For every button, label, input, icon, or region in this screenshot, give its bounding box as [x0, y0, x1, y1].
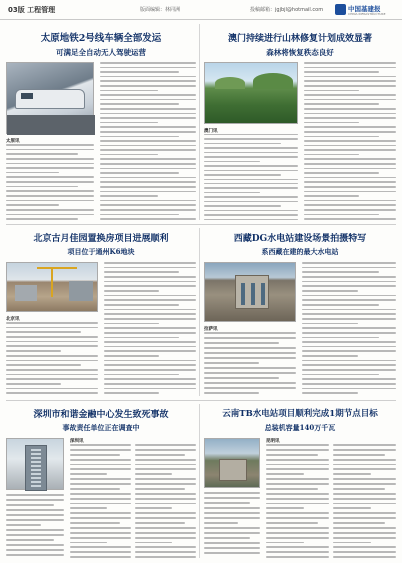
article-body-below-photo	[6, 494, 64, 558]
page-header	[0, 0, 402, 20]
article-body-right	[104, 262, 196, 394]
editor-credit: 版面编辑：林同洲	[140, 7, 181, 13]
article-body	[6, 322, 98, 394]
logo-subtitle: CHINA INFRASTRUCTURE	[348, 12, 386, 16]
article-subtitle: 项目位于通州K6地块	[67, 247, 135, 256]
article-dateline: 北京讯	[6, 317, 20, 322]
article-subtitle: 事故责任单位正在调查中	[62, 423, 140, 432]
article-dateline: 深圳讯	[70, 439, 84, 444]
article-body	[266, 444, 396, 558]
article-title: 深圳市和谐金融中心发生致死事故	[33, 410, 169, 420]
article-body	[204, 134, 298, 220]
article-tibet	[204, 228, 396, 396]
forest-photo	[204, 62, 298, 124]
article-subtitle: 可满足全自动无人驾驶运营	[56, 48, 146, 57]
article-title: 澳门持续进行山林修复计划成效显著	[227, 34, 372, 44]
column-divider	[199, 404, 200, 558]
article-shenzhen	[6, 404, 196, 558]
column-divider	[199, 24, 200, 220]
article-body-right	[302, 262, 396, 394]
article-body-right	[304, 62, 396, 220]
article-dateline: 澳门讯	[204, 129, 218, 134]
logo-mark-icon	[335, 4, 346, 15]
article-beijing	[6, 228, 196, 396]
article-title: 北京古月佳园置换房项目进展顺利	[33, 234, 169, 244]
article-dateline: 昆明讯	[266, 439, 280, 444]
logo-name: 中国基建报	[348, 5, 381, 13]
dam-photo	[204, 438, 260, 488]
article-body	[204, 332, 296, 394]
article-body	[70, 444, 196, 558]
article-dateline: 拉萨讯	[204, 327, 218, 332]
article-subtitle: 总装机容量140万千瓦	[264, 423, 336, 432]
article-subtitle: 系西藏在建的最大水电站	[261, 247, 339, 256]
section-divider	[6, 400, 396, 401]
article-macau	[204, 24, 396, 220]
article-title: 太原地铁2号线车辆全部发运	[40, 33, 162, 44]
article-dateline: 太原讯	[6, 139, 20, 144]
construction-site-photo	[6, 262, 98, 312]
hydropower-station-photo	[204, 262, 296, 322]
building-photo	[6, 438, 64, 490]
column-divider	[199, 228, 200, 396]
contact-email[interactable]: 投稿邮箱：jgjbjl@hotmail.com	[250, 7, 324, 13]
article-title: 云南TB水电站项目顺利完成1期节点目标	[222, 409, 378, 419]
article-subtitle: 森林将恢复秩态良好	[266, 48, 334, 57]
newspaper-logo	[335, 3, 397, 17]
article-yunnan	[204, 404, 396, 558]
article-body	[6, 144, 94, 220]
section-divider	[6, 224, 396, 225]
article-body-below-photo	[204, 492, 260, 558]
section-label: 03版 工程管理	[8, 6, 56, 14]
article-taiyuan	[6, 24, 196, 220]
article-body-right	[100, 62, 196, 220]
train-photo	[6, 62, 94, 134]
article-title: 西藏DG水电站建设场景拍摄特写	[233, 234, 367, 244]
